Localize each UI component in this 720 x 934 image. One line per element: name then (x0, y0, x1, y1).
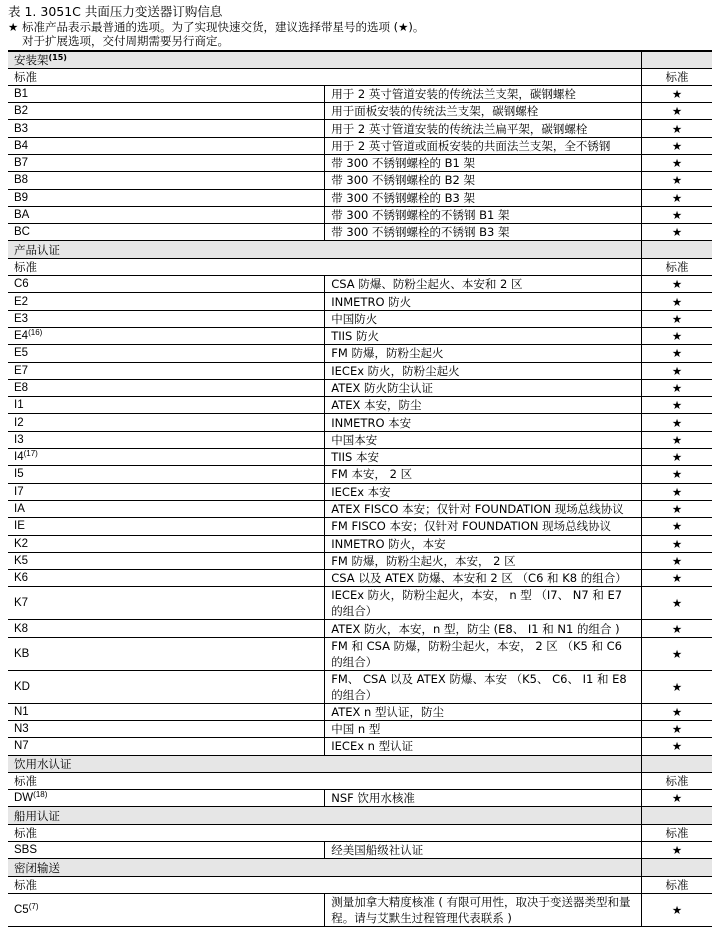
option-code (8, 103, 325, 120)
option-code-text: E8 (14, 381, 29, 394)
section-name-text: 船用认证 (14, 808, 60, 823)
table-row (8, 293, 712, 310)
option-code (8, 189, 325, 206)
option-code-text: E7 (14, 364, 29, 377)
standard-star-icon: ★ (642, 414, 713, 431)
standard-column-label: 标准 (642, 824, 713, 841)
expanded-note: 对于扩展选项，交付周期需要另行商定。 (22, 34, 229, 48)
table-row (8, 637, 712, 670)
option-description: FM FISCO 本安；仅针对 FOUNDATION 现场总线协议 (325, 518, 642, 535)
option-code (8, 790, 325, 807)
option-description: INMETRO 防火 (325, 293, 642, 310)
standard-star-icon: ★ (642, 137, 713, 154)
standard-star-icon: ★ (642, 570, 713, 587)
option-code-text: B7 (14, 157, 29, 170)
document-header (8, 5, 712, 49)
standard-star-icon: ★ (642, 842, 713, 859)
standard-star-icon: ★ (642, 738, 713, 755)
option-code (8, 362, 325, 379)
option-code-text: E3 (14, 312, 29, 325)
option-code-text: IE (14, 520, 25, 533)
table-row (8, 362, 712, 379)
standard-subheader (8, 824, 712, 841)
standard-label: 标准 (8, 68, 642, 85)
section-heading (8, 51, 712, 69)
table-row (8, 790, 712, 807)
table-row (8, 172, 712, 189)
option-code (8, 721, 325, 738)
option-code (8, 293, 325, 310)
table-row (8, 587, 712, 620)
option-code (8, 120, 325, 137)
option-code (8, 397, 325, 414)
standard-star-icon: ★ (642, 120, 713, 137)
section-std-cell (642, 859, 713, 876)
standard-column-label: 标准 (642, 876, 713, 893)
option-code (8, 276, 325, 293)
option-code-text: B8 (14, 174, 29, 187)
option-code-text: I1 (14, 399, 24, 412)
option-code-text: K5 (14, 554, 29, 567)
table-row (8, 620, 712, 637)
standard-label: 标准 (8, 876, 642, 893)
standard-subheader (8, 876, 712, 893)
option-description: 经美国船级社认证 (325, 842, 642, 859)
standard-star-icon: ★ (642, 327, 713, 344)
option-code-text: I5 (14, 468, 24, 481)
option-description: FM、 CSA 以及 ATEX 防爆、本安 （K5、 C6、 I1 和 E8 的组合） (325, 670, 642, 703)
option-description: INMETRO 防火，本安 (325, 535, 642, 552)
standard-star-icon: ★ (642, 397, 713, 414)
option-description: 带 300 不锈钢螺栓的 B2 架 (325, 172, 642, 189)
table-row (8, 431, 712, 448)
section-name-text: 安装架 (14, 52, 49, 67)
table-row (8, 893, 712, 926)
option-description: 带 300 不锈钢螺栓的 B3 架 (325, 189, 642, 206)
option-code-text: E4 (14, 330, 29, 343)
section-heading (8, 807, 712, 824)
option-description: ATEX 防火，本安，n 型，防尘 (E8、 I1 和 N1 的组合 ) (325, 620, 642, 637)
table-row (8, 327, 712, 344)
table-row (8, 189, 712, 206)
standard-star-icon: ★ (642, 587, 713, 620)
option-description: IECEx 本安 (325, 483, 642, 500)
option-description: IECEx 防火，防粉尘起火 (325, 362, 642, 379)
option-code (8, 154, 325, 171)
table-row (8, 670, 712, 703)
standard-star-icon: ★ (642, 154, 713, 171)
option-code (8, 842, 325, 859)
standard-star-icon: ★ (642, 721, 713, 738)
option-code (8, 327, 325, 344)
option-description: IECEx n 型认证 (325, 738, 642, 755)
standard-star-icon: ★ (642, 466, 713, 483)
option-code (8, 172, 325, 189)
table-row (8, 345, 712, 362)
table-row (8, 103, 712, 120)
standard-star-icon: ★ (642, 103, 713, 120)
table-row (8, 518, 712, 535)
standard-star-icon: ★ (642, 345, 713, 362)
table-title: 表 1. 3051C 共面压力变送器订购信息 (8, 4, 223, 19)
option-description: ATEX 防火防尘认证 (325, 379, 642, 396)
option-description: 用于 2 英寸管道安装的传统法兰支架，碳钢螺栓 (325, 85, 642, 102)
option-code (8, 552, 325, 569)
option-code-text: B2 (14, 105, 29, 118)
standard-label: 标准 (8, 258, 642, 275)
option-code-text: N3 (14, 723, 29, 736)
option-description: 带 300 不锈钢螺栓的不锈钢 B3 架 (325, 224, 642, 241)
option-code-text: K7 (14, 597, 29, 610)
standard-star-icon: ★ (642, 518, 713, 535)
table-row (8, 703, 712, 720)
option-code-text: C6 (14, 278, 29, 291)
option-code-text: I7 (14, 485, 24, 498)
option-code (8, 310, 325, 327)
option-code-text: I2 (14, 416, 24, 429)
option-code (8, 738, 325, 755)
section-heading (8, 241, 712, 258)
option-description: 带 300 不锈钢螺栓的 B1 架 (325, 154, 642, 171)
option-code (8, 893, 325, 926)
section-name (8, 51, 642, 69)
standard-star-icon: ★ (642, 790, 713, 807)
standard-star-icon: ★ (642, 310, 713, 327)
option-code (8, 85, 325, 102)
option-code-text: KD (14, 680, 30, 693)
option-code (8, 414, 325, 431)
standard-star-icon: ★ (642, 483, 713, 500)
option-code-text: I3 (14, 433, 24, 446)
standard-column-label: 标准 (642, 772, 713, 789)
table-row (8, 137, 712, 154)
standard-star-icon: ★ (642, 431, 713, 448)
option-code (8, 620, 325, 637)
table-row (8, 206, 712, 223)
option-description: IECEx 防火，防粉尘起火，本安， n 型 （I7、 N7 和 E7 的组合） (325, 587, 642, 620)
option-description: FM 防爆，防粉尘起火 (325, 345, 642, 362)
table-row (8, 483, 712, 500)
option-code (8, 345, 325, 362)
table-row (8, 552, 712, 569)
table-row (8, 397, 712, 414)
option-description: 用于 2 英寸管道或面板安装的共面法兰支架，全不锈钢 (325, 137, 642, 154)
section-name (8, 755, 642, 772)
option-code-text: I4 (14, 451, 24, 464)
standard-star-icon: ★ (642, 189, 713, 206)
option-description: NSF 饮用水核准 (325, 790, 642, 807)
standard-star-icon: ★ (642, 224, 713, 241)
option-description: FM 本安， 2 区 (325, 466, 642, 483)
standard-star-icon: ★ (642, 670, 713, 703)
section-heading (8, 859, 712, 876)
option-code-text: E5 (14, 347, 29, 360)
standard-star-icon: ★ (642, 362, 713, 379)
option-description: 带 300 不锈钢螺栓的不锈钢 B1 架 (325, 206, 642, 223)
option-code-text: N1 (14, 705, 29, 718)
standard-star-icon: ★ (642, 85, 713, 102)
standard-star-icon: ★ (642, 552, 713, 569)
option-code-text: B3 (14, 122, 29, 135)
option-description: ATEX 本安，防尘 (325, 397, 642, 414)
standard-star-icon: ★ (642, 206, 713, 223)
section-heading (8, 755, 712, 772)
option-code (8, 137, 325, 154)
footnote-ref: (16) (28, 328, 43, 338)
section-name-text: 产品认证 (14, 242, 60, 257)
option-description: TIIS 本安 (325, 449, 642, 466)
section-std-cell (642, 755, 713, 772)
option-code (8, 500, 325, 517)
option-description: CSA 以及 ATEX 防爆、本安和 2 区 （C6 和 K8 的组合） (325, 570, 642, 587)
option-description: 测量加拿大精度核准 ( 有限可用性，取决于变送器类型和量程。请与艾默生过程管理代表联系 ) (325, 893, 642, 926)
footnote-ref: (15) (48, 52, 67, 62)
standard-subheader (8, 68, 712, 85)
standard-star-icon: ★ (642, 449, 713, 466)
option-code (8, 670, 325, 703)
footnote-ref: (18) (33, 790, 48, 800)
table-row (8, 535, 712, 552)
option-description: ATEX FISCO 本安；仅针对 FOUNDATION 现场总线协议 (325, 500, 642, 517)
standard-label: 标准 (8, 772, 642, 789)
option-description: FM 防爆，防粉尘起火，本安， 2 区 (325, 552, 642, 569)
option-description: 用于面板安装的传统法兰支架，碳钢螺栓 (325, 103, 642, 120)
table-row (8, 466, 712, 483)
section-name-text: 密闭输送 (14, 860, 60, 875)
option-code (8, 587, 325, 620)
option-code-text: B9 (14, 191, 29, 204)
option-code (8, 570, 325, 587)
table-row (8, 500, 712, 517)
option-code-text: KB (14, 647, 30, 660)
standard-star-icon: ★ (642, 379, 713, 396)
option-description: CSA 防爆、防粉尘起火、本安和 2 区 (325, 276, 642, 293)
option-code-text: K2 (14, 537, 29, 550)
standard-star-icon: ★ (642, 293, 713, 310)
standard-star-icon: ★ (642, 500, 713, 517)
option-code-text: SBS (14, 844, 38, 857)
standard-column-label: 标准 (642, 258, 713, 275)
standard-subheader (8, 772, 712, 789)
option-code-text: E2 (14, 295, 29, 308)
footnote-ref: (7) (28, 901, 39, 911)
option-code-text: K6 (14, 572, 29, 585)
standard-star-icon: ★ (642, 703, 713, 720)
standard-star-icon: ★ (642, 620, 713, 637)
option-code (8, 206, 325, 223)
option-code (8, 449, 325, 466)
table-row (8, 414, 712, 431)
option-description: 中国本安 (325, 431, 642, 448)
option-description: 用于 2 英寸管道安装的传统法兰扁平架，碳钢螺栓 (325, 120, 642, 137)
option-code-text: BC (14, 226, 30, 239)
section-name (8, 807, 642, 824)
option-code-text: BA (14, 209, 30, 222)
option-code-text: N7 (14, 740, 29, 753)
section-std-cell (642, 807, 713, 824)
section-name-text: 饮用水认证 (14, 756, 72, 771)
table-row (8, 449, 712, 466)
table-row (8, 738, 712, 755)
option-description: FM 和 CSA 防爆，防粉尘起火，本安， 2 区 （K5 和 C6 的组合） (325, 637, 642, 670)
table-row (8, 379, 712, 396)
table-row (8, 120, 712, 137)
standard-label: 标准 (8, 824, 642, 841)
option-code (8, 379, 325, 396)
option-description: TIIS 防火 (325, 327, 642, 344)
ordering-table (8, 50, 712, 927)
section-name (8, 859, 642, 876)
section-std-cell (642, 241, 713, 258)
option-code (8, 637, 325, 670)
option-code (8, 535, 325, 552)
table-row (8, 310, 712, 327)
option-code-text: K8 (14, 622, 29, 635)
option-description: ATEX n 型认证，防尘 (325, 703, 642, 720)
option-code-text: C5 (14, 903, 29, 916)
option-code (8, 518, 325, 535)
standard-column-label: 标准 (642, 68, 713, 85)
option-code (8, 466, 325, 483)
section-std-cell (642, 51, 713, 69)
option-code (8, 224, 325, 241)
footnote-ref: (17) (23, 449, 38, 459)
option-description: INMETRO 本安 (325, 414, 642, 431)
option-description: 中国防火 (325, 310, 642, 327)
standard-star-icon: ★ (642, 535, 713, 552)
option-code (8, 703, 325, 720)
section-name (8, 241, 642, 258)
standard-star-icon: ★ (642, 276, 713, 293)
option-description: 中国 n 型 (325, 721, 642, 738)
table-row (8, 721, 712, 738)
table-row (8, 224, 712, 241)
table-row (8, 570, 712, 587)
standard-subheader (8, 258, 712, 275)
table-row (8, 842, 712, 859)
table-row (8, 276, 712, 293)
option-code (8, 483, 325, 500)
option-code-text: DW (14, 792, 34, 805)
standard-star-icon: ★ (642, 172, 713, 189)
option-code-text: B4 (14, 139, 29, 152)
option-code-text: IA (14, 503, 25, 516)
option-code (8, 431, 325, 448)
table-row (8, 85, 712, 102)
standard-star-icon: ★ (642, 637, 713, 670)
standard-star-icon: ★ (642, 893, 713, 926)
option-code-text: B1 (14, 87, 29, 100)
table-row (8, 154, 712, 171)
standard-note: ★ 标准产品表示最普通的选项。为了实现快速交货，建议选择带星号的选项 (★)。 (8, 19, 425, 34)
